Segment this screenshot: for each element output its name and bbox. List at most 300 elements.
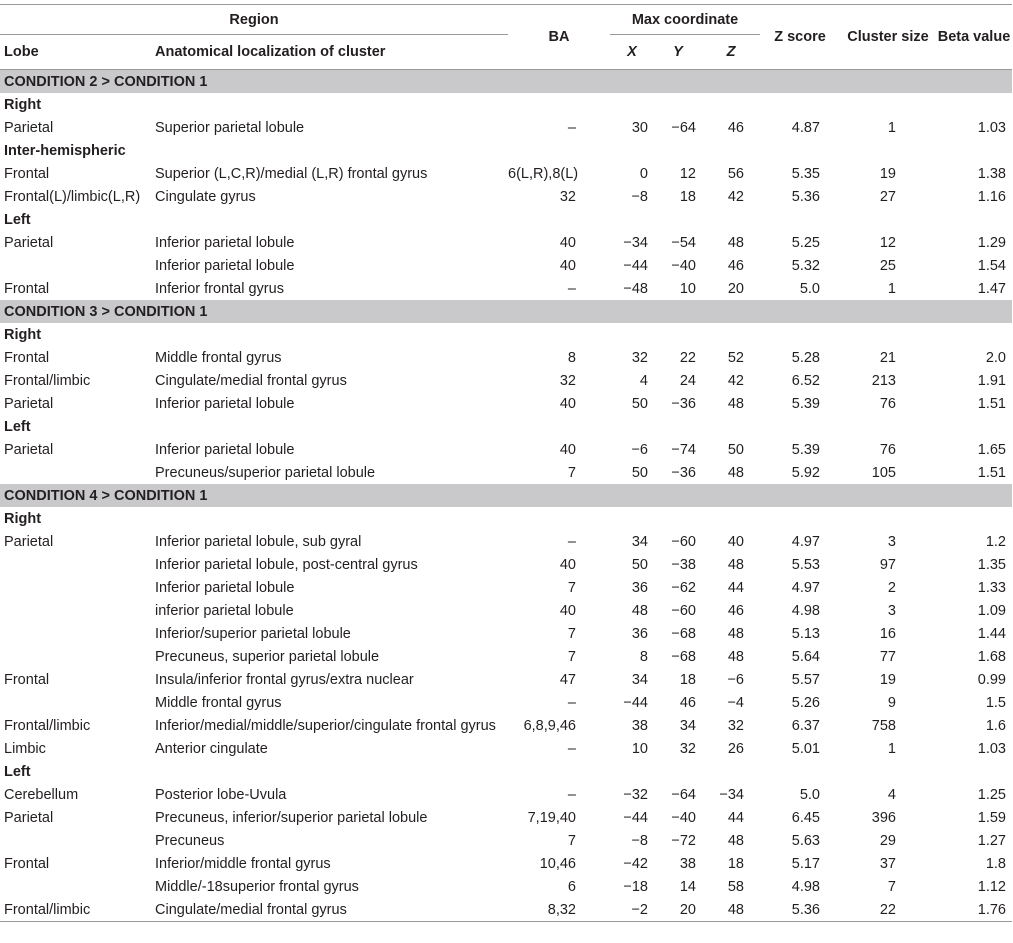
y-cell: 14 (679, 878, 696, 895)
hemisphere-row (0, 507, 1012, 530)
ba-cell: 7,19,40 (527, 809, 576, 826)
lobe-header: Lobe (4, 44, 39, 60)
x-cell: 36 (631, 579, 648, 596)
anatomical-cell: Precuneus, inferior/superior parietal lobule (155, 809, 428, 826)
table-row (0, 898, 1012, 921)
y-cell: −38 (671, 556, 696, 573)
ba-cell: 40 (559, 556, 576, 573)
table-row (0, 392, 1012, 415)
cluster-size-cell: 29 (879, 832, 896, 849)
lobe-cell: Frontal/limbic (4, 901, 91, 918)
ba-cell: 7 (567, 648, 576, 665)
hemisphere-row (0, 93, 1012, 116)
anatomical-cell: Insula/inferior frontal gyrus/extra nuclear (155, 671, 414, 688)
anatomical-cell: Inferior parietal lobule (155, 579, 295, 596)
max-coordinate-header: Max coordinate (610, 5, 760, 35)
cluster-size-cell: 213 (871, 372, 896, 389)
z-cell: 44 (727, 579, 744, 596)
x-cell: 50 (631, 464, 648, 481)
lobe-cell: Frontal/limbic (4, 372, 91, 389)
x-header: X (627, 44, 637, 60)
results-table (0, 4, 1012, 922)
anatomical-header: Anatomical localization of cluster (155, 44, 386, 60)
ba-cell: 6(L,R),8(L) (508, 165, 579, 182)
hemisphere-label: Right (4, 510, 42, 527)
table-header (0, 5, 1012, 70)
x-cell: 48 (631, 602, 648, 619)
y-cell: −64 (671, 119, 696, 136)
anatomical-cell: Inferior/middle frontal gyrus (155, 855, 331, 872)
ba-header: BA (548, 29, 570, 45)
anatomical-cell: Inferior parietal lobule, post-central gyrus (155, 556, 418, 573)
z-cell: 48 (727, 464, 744, 481)
ba-cell: – (567, 119, 576, 136)
ba-cell: 7 (567, 625, 576, 642)
lobe-cell: Parietal (4, 809, 54, 826)
table-row (0, 553, 1012, 576)
z-cell: 46 (727, 257, 744, 274)
hemisphere-row (0, 139, 1012, 162)
lobe-cell (0, 829, 150, 852)
cluster-size-cell: 25 (879, 257, 896, 274)
region-header: Region (0, 5, 508, 35)
anatomical-cell: Middle frontal gyrus (155, 694, 282, 711)
anatomical-cell: Middle/-18superior frontal gyrus (155, 878, 359, 895)
table-row (0, 691, 1012, 714)
x-cell: −48 (623, 280, 648, 297)
anatomical-cell: Anterior cingulate (155, 740, 268, 757)
z-cell: 26 (727, 740, 744, 757)
x-cell: 34 (631, 671, 648, 688)
beta-value-cell: 1.33 (977, 579, 1006, 596)
table-row (0, 599, 1012, 622)
lobe-cell: Parietal (4, 395, 54, 412)
z-cell: −34 (719, 786, 744, 803)
anatomical-cell: Inferior parietal lobule, sub gyral (155, 533, 362, 550)
z-score-cell: 5.92 (791, 464, 820, 481)
cluster-size-cell: 77 (879, 648, 896, 665)
table-row (0, 852, 1012, 875)
hemisphere-label: Left (4, 211, 31, 228)
cluster-size-cell: 97 (879, 556, 896, 573)
cluster-size-cell: 3 (887, 533, 896, 550)
z-score-cell: 5.35 (791, 165, 820, 182)
y-cell: −54 (671, 234, 696, 251)
beta-value-cell: 1.91 (977, 372, 1006, 389)
z-cell: 42 (727, 372, 744, 389)
cluster-size-cell: 1 (887, 740, 896, 757)
x-cell: −34 (623, 234, 648, 251)
x-cell: −18 (623, 878, 648, 895)
cluster-size-header: Cluster size (847, 29, 929, 45)
cluster-size-cell: 2 (887, 579, 896, 596)
anatomical-cell: inferior parietal lobule (155, 602, 294, 619)
ba-cell: – (567, 694, 576, 711)
z-cell: 44 (727, 809, 744, 826)
ba-cell: 47 (559, 671, 576, 688)
ba-cell: 8,32 (547, 901, 576, 918)
anatomical-cell: Cingulate/medial frontal gyrus (155, 372, 347, 389)
cluster-size-cell: 16 (879, 625, 896, 642)
z-score-cell: 5.26 (791, 694, 820, 711)
x-cell: −6 (631, 441, 648, 458)
lobe-cell (0, 622, 150, 645)
x-cell: −44 (623, 257, 648, 274)
hemisphere-label: Inter-hemispheric (4, 142, 126, 159)
beta-value-cell: 1.03 (977, 740, 1006, 757)
hemisphere-label: Left (4, 418, 31, 435)
y-cell: 24 (679, 372, 696, 389)
ba-cell: 40 (559, 602, 576, 619)
lobe-cell: Frontal (4, 165, 50, 182)
beta-value-cell: 1.6 (985, 717, 1006, 734)
table-row (0, 438, 1012, 461)
beta-value-cell: 1.51 (977, 464, 1006, 481)
table-row (0, 714, 1012, 737)
anatomical-cell: Precuneus/superior parietal lobule (155, 464, 376, 481)
section-title: CONDITION 2 > CONDITION 1 (0, 70, 1012, 94)
section-title: CONDITION 4 > CONDITION 1 (0, 484, 1012, 507)
z-cell: 40 (727, 533, 744, 550)
table-row (0, 231, 1012, 254)
x-cell: 0 (639, 165, 648, 182)
cluster-size-cell: 1 (887, 119, 896, 136)
y-cell: −36 (671, 395, 696, 412)
lobe-cell: Frontal (4, 280, 50, 297)
z-score-cell: 5.01 (791, 740, 820, 757)
z-score-cell: 5.36 (791, 901, 820, 918)
y-cell: 22 (679, 349, 696, 366)
x-cell: −44 (623, 694, 648, 711)
beta-value-cell: 1.09 (977, 602, 1006, 619)
z-cell: 32 (727, 717, 744, 734)
z-score-cell: 5.17 (791, 855, 820, 872)
x-cell: −44 (623, 809, 648, 826)
z-cell: 50 (727, 441, 744, 458)
x-cell: −32 (623, 786, 648, 803)
cluster-size-cell: 7 (887, 878, 896, 895)
z-score-cell: 4.97 (791, 579, 820, 596)
x-cell: −2 (631, 901, 648, 918)
table-row (0, 829, 1012, 852)
z-cell: 48 (727, 234, 744, 251)
z-score-cell: 4.98 (791, 602, 820, 619)
beta-value-cell: 2.0 (985, 349, 1006, 366)
beta-value-cell: 1.27 (977, 832, 1006, 849)
x-cell: 10 (631, 740, 648, 757)
ba-cell: 10,46 (539, 855, 576, 872)
z-cell: 20 (727, 280, 744, 297)
z-cell: 48 (727, 625, 744, 642)
z-cell: 46 (727, 602, 744, 619)
hemisphere-label: Right (4, 326, 42, 343)
beta-value-cell: 1.16 (977, 188, 1006, 205)
anatomical-cell: Posterior lobe-Uvula (155, 786, 287, 803)
z-score-cell: 5.63 (791, 832, 820, 849)
cluster-size-cell: 9 (887, 694, 896, 711)
anatomical-cell: Inferior/superior parietal lobule (155, 625, 351, 642)
table-body (0, 70, 1012, 922)
cluster-size-cell: 22 (879, 901, 896, 918)
lobe-cell (0, 461, 150, 484)
x-cell: 30 (631, 119, 648, 136)
cluster-size-cell: 37 (879, 855, 896, 872)
table-row (0, 369, 1012, 392)
anatomical-cell: Cingulate gyrus (155, 188, 256, 205)
z-score-cell: 5.28 (791, 349, 820, 366)
z-score-cell: 4.97 (791, 533, 820, 550)
y-cell: −60 (671, 602, 696, 619)
cluster-size-cell: 396 (871, 809, 896, 826)
cluster-size-cell: 76 (879, 441, 896, 458)
beta-value-cell: 1.44 (977, 625, 1006, 642)
ba-cell: 7 (567, 464, 576, 481)
beta-value-cell: 1.68 (977, 648, 1006, 665)
ba-cell: – (567, 280, 576, 297)
z-cell: 42 (727, 188, 744, 205)
table-row (0, 737, 1012, 760)
z-score-cell: 5.13 (791, 625, 820, 642)
cluster-size-cell: 21 (879, 349, 896, 366)
y-cell: −62 (671, 579, 696, 596)
z-cell: −6 (727, 671, 744, 688)
y-cell: −40 (671, 809, 696, 826)
section-header-row (0, 484, 1012, 507)
z-score-cell: 5.0 (799, 786, 820, 803)
z-header: Z (726, 44, 736, 60)
anatomical-cell: Inferior/medial/middle/superior/cingulate frontal gyrus (155, 717, 496, 734)
z-score-cell: 5.25 (791, 234, 820, 251)
hemisphere-row (0, 323, 1012, 346)
table-row (0, 806, 1012, 829)
y-cell: 38 (679, 855, 696, 872)
beta-value-cell: 1.2 (985, 533, 1006, 550)
beta-value-cell: 1.54 (977, 257, 1006, 274)
lobe-cell (0, 599, 150, 622)
beta-value-cell: 1.76 (977, 901, 1006, 918)
beta-value-cell: 1.35 (977, 556, 1006, 573)
table-row (0, 346, 1012, 369)
beta-value-cell: 1.47 (977, 280, 1006, 297)
table-row (0, 530, 1012, 553)
x-cell: 50 (631, 556, 648, 573)
z-cell: 18 (727, 855, 744, 872)
x-cell: 38 (631, 717, 648, 734)
table-row (0, 668, 1012, 691)
lobe-cell (0, 576, 150, 599)
z-score-cell: 6.37 (791, 717, 820, 734)
z-cell: 52 (727, 349, 744, 366)
y-cell: −74 (671, 441, 696, 458)
z-score-cell: 5.39 (791, 441, 820, 458)
z-cell: 48 (727, 901, 744, 918)
anatomical-cell: Inferior parietal lobule (155, 395, 295, 412)
ba-cell: 6 (567, 878, 576, 895)
x-cell: −8 (631, 832, 648, 849)
anatomical-cell: Middle frontal gyrus (155, 349, 282, 366)
cluster-size-cell: 758 (871, 717, 896, 734)
table-row (0, 185, 1012, 208)
beta-value-cell: 1.51 (977, 395, 1006, 412)
beta-value-cell: 1.29 (977, 234, 1006, 251)
x-cell: 32 (631, 349, 648, 366)
z-score-header: Z score (774, 29, 826, 45)
cluster-size-cell: 105 (871, 464, 896, 481)
z-cell: 48 (727, 648, 744, 665)
lobe-cell: Frontal (4, 671, 50, 688)
z-score-cell: 5.0 (799, 280, 820, 297)
cluster-size-cell: 27 (879, 188, 896, 205)
z-score-cell: 5.32 (791, 257, 820, 274)
anatomical-cell: Precuneus, superior parietal lobule (155, 648, 380, 665)
ba-cell: 8 (567, 349, 576, 366)
ba-cell: 40 (559, 257, 576, 274)
x-cell: 4 (639, 372, 648, 389)
table-row (0, 461, 1012, 484)
z-score-cell: 5.36 (791, 188, 820, 205)
x-cell: 36 (631, 625, 648, 642)
lobe-cell: Parietal (4, 234, 54, 251)
x-cell: −42 (623, 855, 648, 872)
lobe-cell: Frontal/limbic (4, 717, 91, 734)
ba-cell: 32 (559, 372, 576, 389)
ba-cell: 40 (559, 441, 576, 458)
y-cell: 18 (679, 671, 696, 688)
cluster-size-cell: 19 (879, 165, 896, 182)
ba-cell: 7 (567, 579, 576, 596)
x-cell: −8 (631, 188, 648, 205)
z-cell: 46 (727, 119, 744, 136)
lobe-cell: Parietal (4, 441, 54, 458)
x-cell: 34 (631, 533, 648, 550)
y-cell: −68 (671, 648, 696, 665)
z-cell: −4 (727, 694, 744, 711)
ba-cell: 6,8,9,46 (523, 717, 576, 734)
table-row (0, 622, 1012, 645)
beta-value-cell: 1.59 (977, 809, 1006, 826)
table-row (0, 162, 1012, 185)
table-row (0, 116, 1012, 139)
y-cell: 32 (679, 740, 696, 757)
anatomical-cell: Cingulate/medial frontal gyrus (155, 901, 347, 918)
lobe-cell (0, 875, 150, 898)
z-score-cell: 4.87 (791, 119, 820, 136)
anatomical-cell: Inferior parietal lobule (155, 257, 295, 274)
cluster-size-cell: 76 (879, 395, 896, 412)
y-cell: −36 (671, 464, 696, 481)
anatomical-cell: Inferior parietal lobule (155, 441, 295, 458)
beta-value-cell: 1.03 (977, 119, 1006, 136)
y-cell: 34 (679, 717, 696, 734)
y-cell: −68 (671, 625, 696, 642)
beta-value-header: Beta value (937, 29, 1011, 45)
table-row (0, 783, 1012, 806)
lobe-cell (0, 691, 150, 714)
beta-value-cell: 1.65 (977, 441, 1006, 458)
z-score-cell: 4.98 (791, 878, 820, 895)
z-score-cell: 5.39 (791, 395, 820, 412)
hemisphere-row (0, 760, 1012, 783)
hemisphere-row (0, 208, 1012, 231)
beta-value-cell: 1.12 (977, 878, 1006, 895)
y-cell: 46 (679, 694, 696, 711)
x-cell: 8 (639, 648, 648, 665)
z-score-cell: 6.52 (791, 372, 820, 389)
beta-value-cell: 1.25 (977, 786, 1006, 803)
lobe-cell: Limbic (4, 740, 46, 757)
lobe-cell: Frontal (4, 855, 50, 872)
y-cell: −60 (671, 533, 696, 550)
table-row (0, 254, 1012, 277)
ba-cell: 40 (559, 234, 576, 251)
hemisphere-label: Right (4, 96, 42, 113)
z-cell: 56 (727, 165, 744, 182)
beta-value-cell: 0.99 (977, 671, 1006, 688)
ba-cell: – (567, 533, 576, 550)
anatomical-cell: Inferior frontal gyrus (155, 280, 284, 297)
y-cell: −64 (671, 786, 696, 803)
section-header-row (0, 300, 1012, 323)
z-score-cell: 6.45 (791, 809, 820, 826)
anatomical-cell: Superior parietal lobule (155, 119, 305, 136)
lobe-cell (0, 553, 150, 576)
section-title: CONDITION 3 > CONDITION 1 (0, 300, 1012, 323)
cluster-size-cell: 3 (887, 602, 896, 619)
table-row (0, 875, 1012, 898)
beta-value-cell: 1.5 (985, 694, 1006, 711)
ba-cell: – (567, 786, 576, 803)
y-cell: 20 (679, 901, 696, 918)
z-cell: 48 (727, 556, 744, 573)
table-row (0, 645, 1012, 668)
lobe-cell (0, 645, 150, 668)
hemisphere-row (0, 415, 1012, 438)
cluster-size-cell: 4 (887, 786, 896, 803)
ba-cell: 7 (567, 832, 576, 849)
ba-cell: 40 (559, 395, 576, 412)
z-score-cell: 5.64 (791, 648, 820, 665)
z-cell: 58 (727, 878, 744, 895)
y-cell: −72 (671, 832, 696, 849)
z-score-cell: 5.53 (791, 556, 820, 573)
anatomical-cell: Inferior parietal lobule (155, 234, 295, 251)
hemisphere-label: Left (4, 763, 31, 780)
x-cell: 50 (631, 395, 648, 412)
lobe-cell: Parietal (4, 119, 54, 136)
y-cell: 18 (679, 188, 696, 205)
lobe-cell (0, 254, 150, 277)
cluster-size-cell: 19 (879, 671, 896, 688)
cluster-size-cell: 12 (879, 234, 896, 251)
section-header-row (0, 70, 1012, 94)
beta-value-cell: 1.38 (977, 165, 1006, 182)
anatomical-cell: Superior (L,C,R)/medial (L,R) frontal gyrus (155, 165, 428, 182)
y-header: Y (673, 44, 683, 60)
z-cell: 48 (727, 832, 744, 849)
lobe-cell: Parietal (4, 533, 54, 550)
lobe-cell: Frontal (4, 349, 50, 366)
cluster-size-cell: 1 (887, 280, 896, 297)
anatomical-cell: Precuneus (155, 832, 225, 849)
table-row (0, 277, 1012, 300)
y-cell: −40 (671, 257, 696, 274)
ba-cell: – (567, 740, 576, 757)
beta-value-cell: 1.8 (985, 855, 1006, 872)
y-cell: 12 (679, 165, 696, 182)
lobe-cell: Cerebellum (4, 786, 79, 803)
y-cell: 10 (679, 280, 696, 297)
table-row (0, 576, 1012, 599)
